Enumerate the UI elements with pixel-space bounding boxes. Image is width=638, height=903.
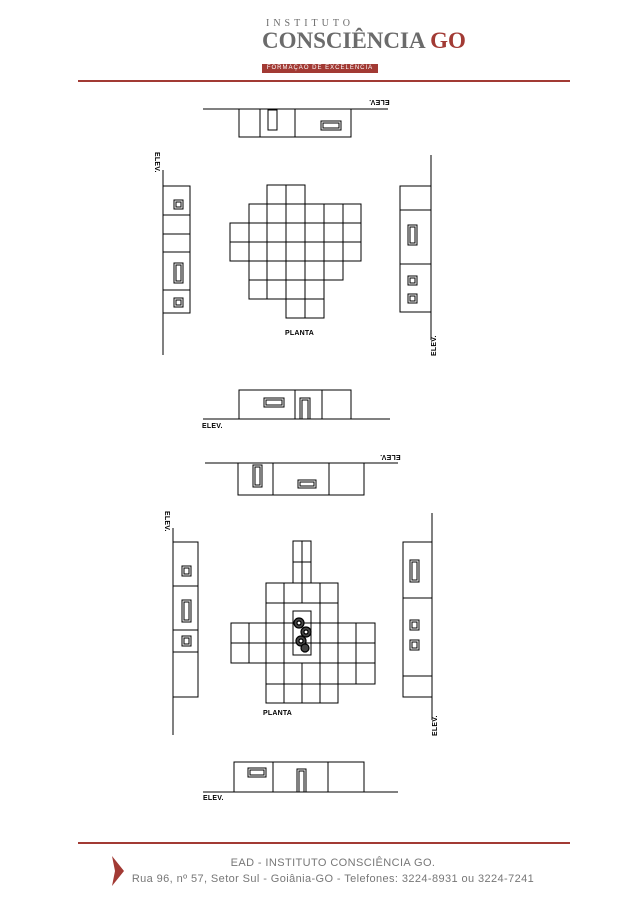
footer-institution: EAD - INSTITUTO CONSCIÊNCIA GO. (230, 857, 436, 869)
logo-tagline: FORMAÇÃO DE EXCELÊNCIA (262, 64, 378, 73)
drawing1-plan-label: PLANTA (285, 330, 315, 337)
left-elevation-2 (173, 528, 198, 735)
drawing1-top-label: ELEV. (369, 98, 390, 105)
footer-address: Rua 96, nº 57, Setor Sul - Goiânia-GO - Telefones: 3224-8931 ou 3224-7241 (131, 873, 535, 885)
top-elevation-1 (203, 109, 388, 137)
drawing2-top-label: ELEV. (380, 453, 401, 460)
right-elevation-1 (400, 155, 431, 340)
footer-rule (78, 842, 570, 844)
drawing1-right-label: ELEV. (431, 335, 438, 356)
logo-main-text (262, 28, 466, 54)
plan-ornaments-2 (294, 618, 311, 652)
drawing1-bottom-label: ELEV. (202, 423, 223, 430)
drawing1-left-label: ELEV. (153, 152, 160, 173)
header-logo (0, 0, 638, 80)
plan-grid-1 (230, 185, 361, 318)
left-elevation-1 (163, 170, 190, 355)
drawing2-plan-label: PLANTA (263, 710, 293, 717)
drawing2-left-label: ELEV. (163, 511, 170, 532)
header-rule (78, 80, 570, 82)
logo-name: CONSCIÊNCIA (262, 28, 425, 53)
logo-go: GO (430, 28, 466, 53)
right-elevation-2 (403, 513, 432, 720)
drawing2-bottom-label: ELEV. (203, 795, 224, 802)
bottom-elevation-1 (203, 390, 390, 419)
top-elevation-2 (205, 463, 398, 495)
bottom-elevation-2 (203, 762, 398, 792)
logo-top-text: INSTITUTO (266, 18, 355, 29)
plan-grid-2 (231, 541, 375, 703)
drawing2-right-label: ELEV. (432, 715, 439, 736)
